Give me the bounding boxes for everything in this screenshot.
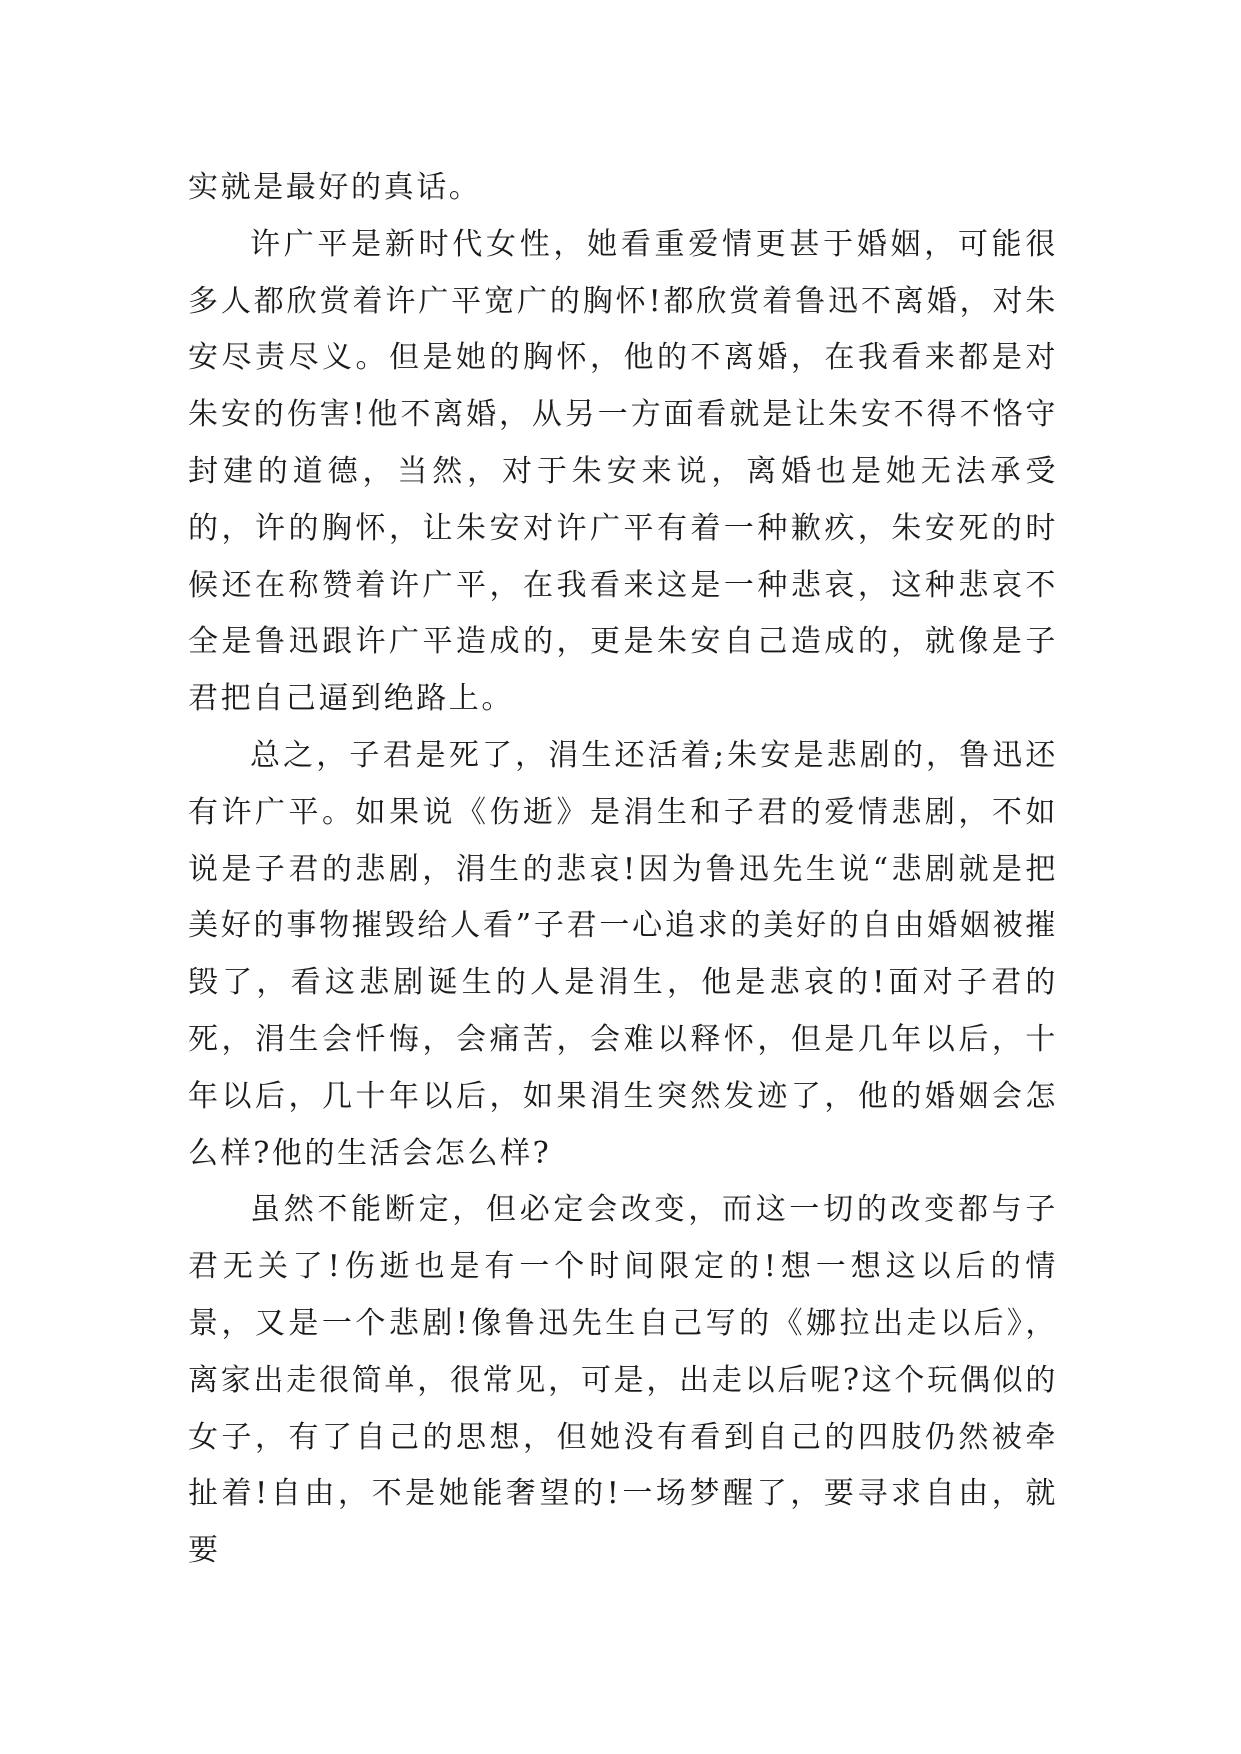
paragraph-2: 许广平是新时代女性，她看重爱情更甚于婚姻，可能很多人都欣赏着许广平宽广的胸怀!都欣赏着鲁迅不离婚，对朱安尽责尽义。但是她的胸怀，他的不离婚，在我看来都是对朱安的伤害!他不离婚，从另一方面看就是让朱安不得不恪守封建的道德，当然，对于朱安来说，离婚也是她无法承受的，许的胸怀，让朱安对许广平有着一种歉疚，朱安死的时候还在称赞着许广平，在我看来这是一种悲哀，这种悲哀不全是鲁迅跟许广平造成的，更是朱安自己造成的，就像是子君把自己逼到绝路上。	[188, 226, 1058, 717]
document-body	[188, 160, 1058, 1580]
paragraph-1: 实就是最好的真话。	[188, 170, 482, 205]
paragraph-3: 总之，子君是死了，涓生还活着;朱安是悲剧的，鲁迅还有许广平。如果说《伤逝》是涓生和子君的爱情悲剧，不如说是子君的悲剧，涓生的悲哀!因为鲁迅先生说“悲剧就是把美好的事物摧毁给人看”子君一心追求的美好的自由婚姻被摧毁了，看这悲剧诞生的人是涓生，他是悲哀的!面对子君的死，涓生会忏悔，会痛苦，会难以释怀，但是几年以后，十年以后，几十年以后，如果涓生突然发迹了，他的婚姻会怎么样?他的生活会怎么样?	[188, 737, 1058, 1171]
paragraph-4: 虽然不能断定，但必定会改变，而这一切的改变都与子君无关了!伤逝也是有一个时间限定的!想一想这以后的情景，又是一个悲剧!像鲁迅先生自己写的《娜拉出走以后》，离家出走很简单，很常见，可是，出走以后呢?这个玩偶似的女子，有了自己的思想，但她没有看到自己的四肢仍然被牵扯着!自由，不是她能奢望的!一场梦醒了，要寻求自由，就要	[188, 1192, 1058, 1569]
